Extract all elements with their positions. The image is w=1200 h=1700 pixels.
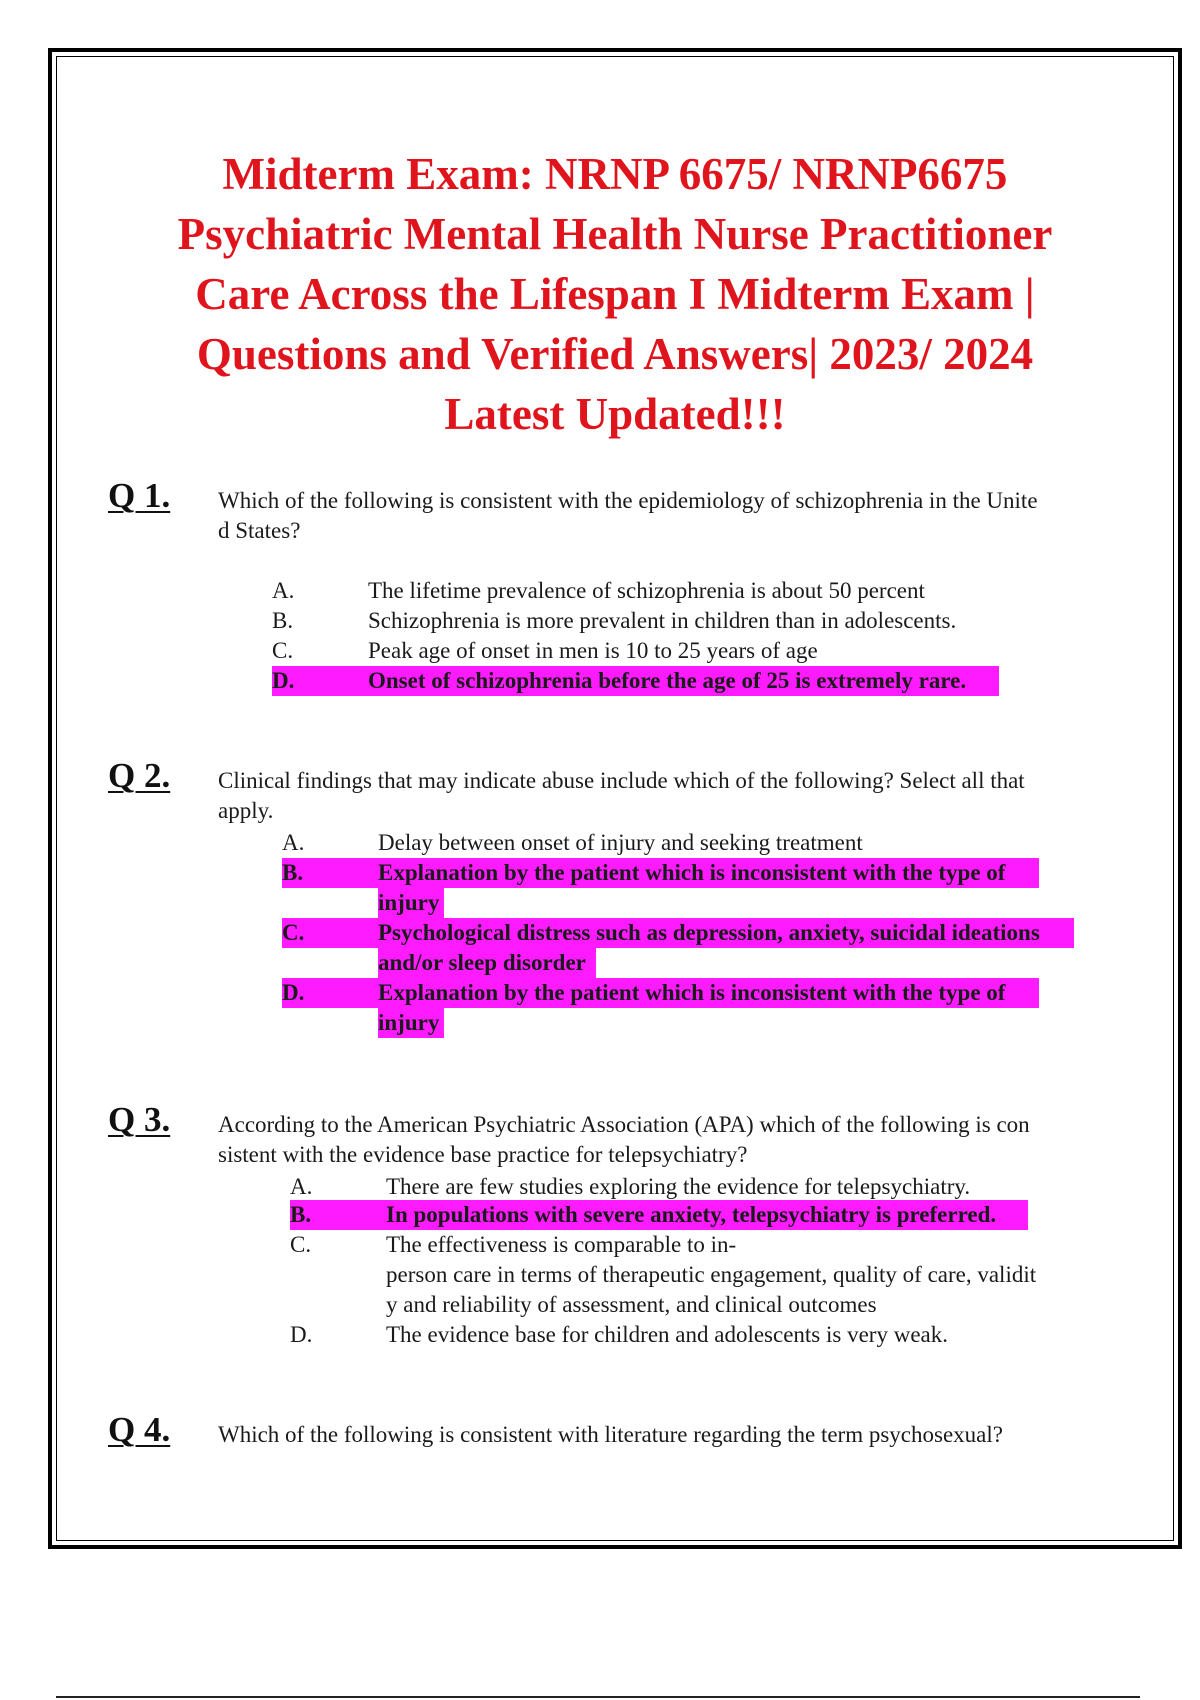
option-letter: A. bbox=[290, 1174, 313, 1199]
question-4-label: Q 4. bbox=[108, 1410, 171, 1449]
option-text: Schizophrenia is more prevalent in children than in adolescents. bbox=[368, 608, 957, 633]
option-text: Onset of schizophrenia before the age of 25 is extremely rare. bbox=[368, 668, 967, 693]
option-letter: D. bbox=[272, 668, 295, 693]
option-letter: B. bbox=[272, 608, 294, 633]
option-letter: C. bbox=[290, 1232, 312, 1257]
option-letter: A. bbox=[272, 578, 295, 603]
option-text: The effectiveness is comparable to in- bbox=[386, 1232, 737, 1257]
option-text: Explanation by the patient which is inconsistent with the type of bbox=[378, 980, 1006, 1005]
question-text-line: According to the American Psychiatric Association (APA) which of the following is con bbox=[218, 1112, 1030, 1137]
option-text: The lifetime prevalence of schizophrenia is about 50 percent bbox=[368, 578, 925, 603]
question-text-line: sistent with the evidence base practice for telepsychiatry? bbox=[218, 1142, 748, 1167]
option-text: Delay between onset of injury and seeking treatment bbox=[378, 830, 863, 855]
option-letter: C. bbox=[282, 920, 305, 945]
option-text: y and reliability of assessment, and clinical outcomes bbox=[386, 1292, 877, 1317]
option-letter: C. bbox=[272, 638, 294, 663]
question-text-line: Which of the following is consistent with literature regarding the term psychosexual? bbox=[218, 1422, 1003, 1447]
option-text: Psychological distress such as depression, anxiety, suicidal ideations bbox=[378, 920, 1040, 945]
option-text: person care in terms of therapeutic engagement, quality of care, validit bbox=[386, 1262, 1037, 1287]
title-line: Midterm Exam: NRNP 6675/ NRNP6675 bbox=[222, 149, 1008, 199]
question-3-text bbox=[218, 1110, 1098, 1170]
question-3-label: Q 3. bbox=[108, 1100, 171, 1139]
option-text: and/or sleep disorder bbox=[378, 950, 586, 975]
option-text: There are few studies exploring the evidence for telepsychiatry. bbox=[386, 1174, 971, 1199]
question-1-text bbox=[218, 486, 1098, 546]
question-text-line: Clinical findings that may indicate abuse include which of the following? Select all that bbox=[218, 768, 1025, 793]
question-2-text bbox=[218, 766, 1098, 826]
question-text-line: Which of the following is consistent with the epidemiology of schizophrenia in the Unite bbox=[218, 488, 1038, 513]
option-letter: B. bbox=[282, 860, 304, 885]
option-letter: D. bbox=[290, 1322, 313, 1347]
option-text: injury bbox=[378, 1010, 440, 1035]
q3-option-b-correct[interactable] bbox=[290, 1200, 1028, 1230]
question-1-label: Q 1. bbox=[108, 476, 171, 515]
document-title bbox=[100, 144, 1130, 444]
title-line: Questions and Verified Answers| 2023/ 2024 bbox=[196, 329, 1034, 379]
question-text-line: d States? bbox=[218, 518, 301, 543]
option-text: injury bbox=[378, 890, 440, 915]
option-text: In populations with severe anxiety, telepsychiatry is preferred. bbox=[386, 1202, 997, 1227]
title-line: Psychiatric Mental Health Nurse Practitioner bbox=[177, 209, 1053, 259]
q1-option-d-correct[interactable] bbox=[272, 666, 999, 696]
option-letter: D. bbox=[282, 980, 305, 1005]
option-text: The evidence base for children and adolescents is very weak. bbox=[386, 1322, 948, 1347]
question-2-label: Q 2. bbox=[108, 756, 171, 795]
page-footer-rule bbox=[56, 1696, 1140, 1698]
option-letter: A. bbox=[282, 830, 305, 855]
title-line: Latest Updated!!! bbox=[444, 389, 786, 439]
option-text: Peak age of onset in men is 10 to 25 years of age bbox=[368, 638, 818, 663]
option-letter: B. bbox=[290, 1202, 312, 1227]
title-line: Care Across the Lifespan I Midterm Exam | bbox=[195, 269, 1035, 319]
question-4-text bbox=[218, 1420, 1098, 1450]
option-text: Explanation by the patient which is inconsistent with the type of bbox=[378, 860, 1006, 885]
question-text-line: apply. bbox=[218, 798, 274, 823]
